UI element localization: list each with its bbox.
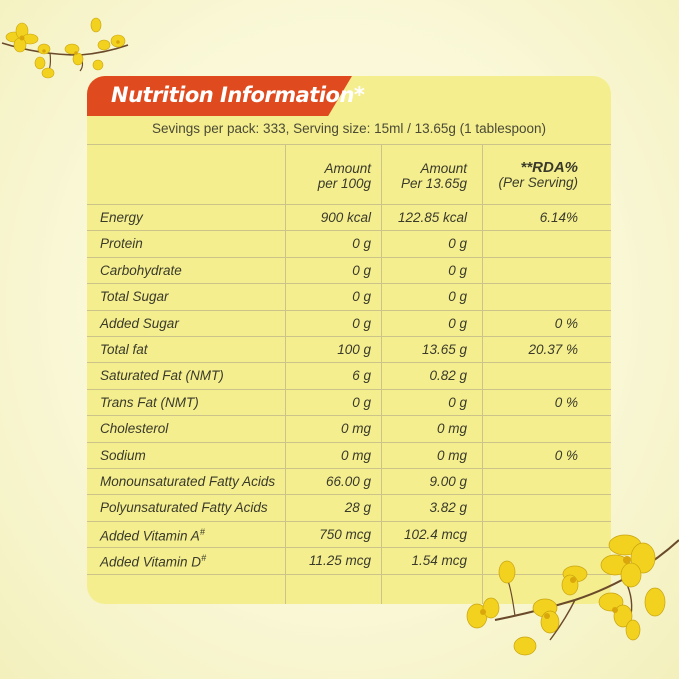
table-row [87,283,611,309]
table-row [87,336,611,362]
amount-per-serving: 13.65 g [421,342,467,357]
table-row [87,230,611,256]
table-row [87,389,611,415]
amount-per-serving: 0 mg [436,421,467,437]
header-rda [478,160,578,190]
header-label: **RDA% [520,159,578,176]
amount-per-serving: 0 g [448,394,467,410]
amount-per-100g: 750 mcg [319,526,371,542]
nutrient-name: Monounsaturated Fatty Acids [100,474,276,489]
nutrient-name: Total Sugar [100,289,169,305]
grid-line [87,144,611,145]
nutrient-name: Protein [100,236,143,252]
nutrient-name: Saturated Fat (NMT) [100,368,224,384]
nutrient-name: Total fat [100,342,148,357]
header-label: Per 13.65g [400,176,467,191]
header-per-serving [377,161,467,191]
header-label: Amount [420,161,467,176]
page-title: Nutrition Information* [111,83,365,107]
header-label: Amount [324,161,371,176]
amount-per-serving: 0.82 g [429,368,467,384]
nutrient-name: Cholesterol [100,421,169,437]
amount-per-serving: 3.82 g [429,500,467,516]
amount-per-100g: 0 mg [340,421,371,437]
amount-per-serving: 102.4 mcg [403,526,467,542]
footnote-marker: # [199,526,205,537]
table-row [87,415,611,441]
header-label: per 100g [317,176,371,191]
amount-per-100g: 900 kcal [320,210,371,225]
amount-per-100g: 0 mg [340,447,371,463]
flower-branch-bottom-right-icon [455,520,679,679]
amount-per-serving: 0 g [448,262,467,278]
servings-info: Sevings per pack: 333, Serving size: 15ml / 13.65g (1 tablespoon) [152,121,546,136]
amount-per-serving: 0 g [448,236,467,252]
amount-per-100g: 0 g [352,315,371,331]
amount-per-100g: 11.25 mcg [308,553,371,569]
rda-percent: 0 % [554,394,578,410]
nutrient-name: Polyunsaturated Fatty Acids [100,500,268,516]
amount-per-100g: 0 g [352,394,371,410]
amount-per-100g: 0 g [352,289,371,305]
amount-per-serving: 122.85 kcal [397,210,467,225]
nutrient-name: Trans Fat (NMT) [100,394,199,410]
rda-percent: 0 % [554,447,578,463]
amount-per-serving: 1.54 mcg [411,553,467,569]
nutrient-name: Added Vitamin A# [100,526,205,544]
amount-per-serving: 0 mg [436,447,467,463]
rda-percent: 0 % [554,315,578,331]
nutrient-name: Sodium [100,447,146,463]
rda-percent: 6.14% [539,210,578,225]
amount-per-100g: 28 g [344,500,371,516]
table-row [87,310,611,336]
amount-per-100g: 6 g [352,368,371,384]
nutrient-name: Added Vitamin D# [100,553,207,570]
header-per-100g [281,161,371,191]
header-label: (Per Serving) [498,175,578,190]
nutrient-name: Energy [100,210,143,225]
amount-per-serving: 0 g [448,289,467,305]
rda-percent: 20.37 % [528,342,578,357]
amount-per-serving: 0 g [448,315,467,331]
table-row [87,442,611,468]
amount-per-serving: 9.00 g [429,474,467,489]
amount-per-100g: 0 g [352,236,371,252]
nutrient-name: Added Sugar [100,315,179,331]
table-row [87,468,611,494]
footnote-marker: # [201,553,207,564]
amount-per-100g: 66.00 g [325,474,371,489]
amount-per-100g: 100 g [337,342,371,357]
table-row [87,494,611,520]
flower-branch-top-left-icon [0,15,135,85]
table-row [87,257,611,283]
nutrient-name: Carbohydrate [100,262,182,278]
table-row [87,204,611,230]
table-row [87,362,611,388]
amount-per-100g: 0 g [352,262,371,278]
